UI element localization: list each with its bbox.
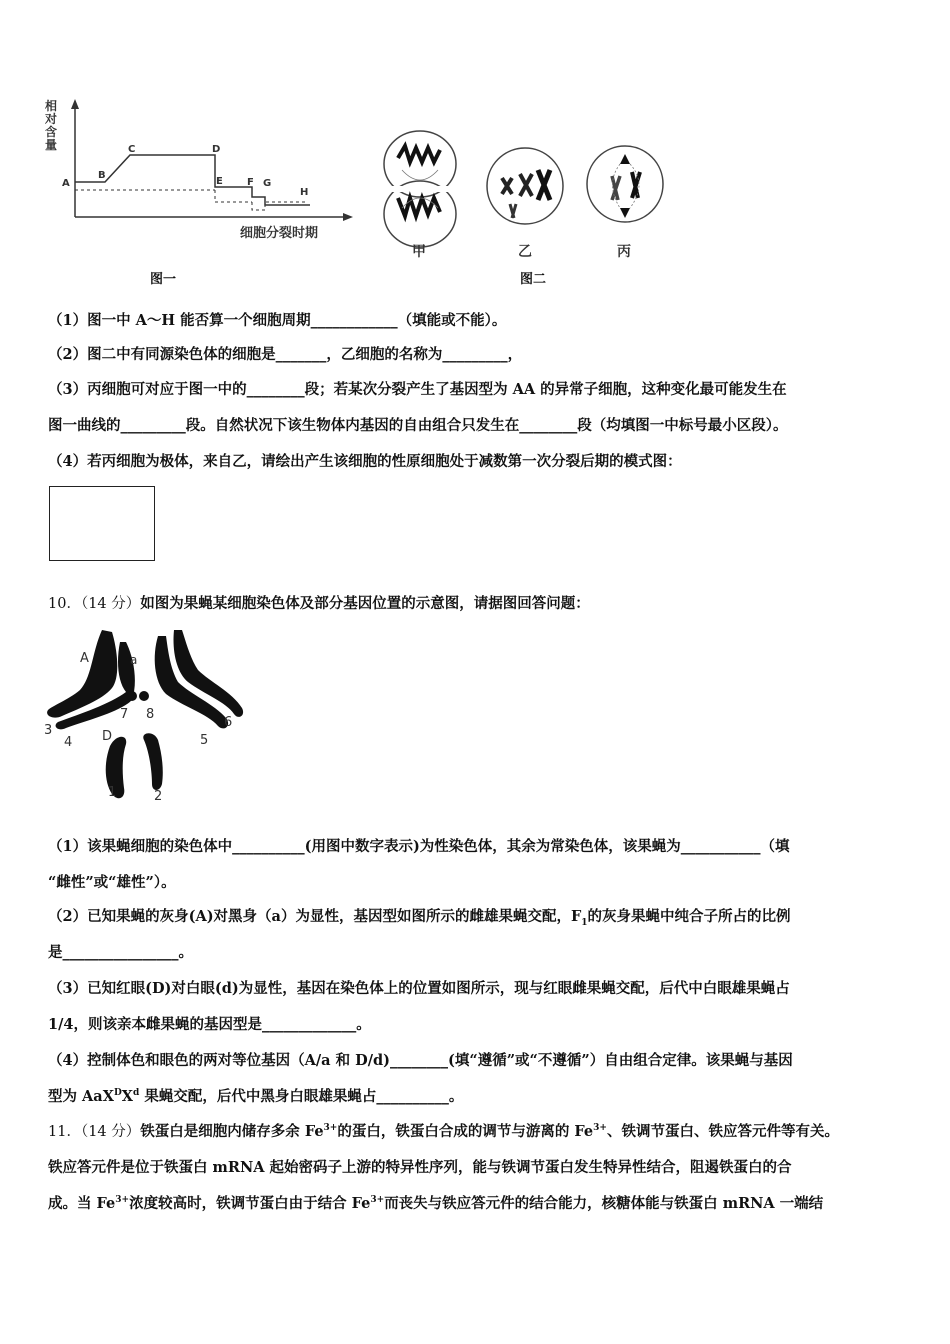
- q10-part2-sub: 1: [581, 917, 588, 928]
- q11-l3-text-a: 成。当 Fe: [48, 1195, 116, 1212]
- figure1-caption: 图一: [150, 272, 177, 287]
- q11-text-b: 的蛋白，铁蛋白合成的调节与游离的 Fe: [337, 1123, 594, 1140]
- q10-part4-sup1: D: [113, 1088, 122, 1099]
- q10-part4-text-b: X: [121, 1088, 134, 1105]
- q10-number: 10．: [48, 596, 81, 612]
- chromosome-number-7: 7: [120, 707, 129, 722]
- chromosome-number-3: 3: [44, 723, 53, 738]
- figure2-cells: [380, 128, 680, 268]
- q11-line2: 铁应答元件是位于铁蛋白 mRNA 起始密码子上游的特异性序列，能与铁调节蛋白发生特异性结合，阻遏铁蛋白的合: [48, 1159, 792, 1176]
- q10-part2-text-b: 的灰身果蝇中纯合子所占的比例: [587, 908, 791, 925]
- point-label-C: C: [128, 144, 136, 155]
- q9-part3-line2: 图一曲线的_________段。自然状况下该生物体内基因的自由组合只发生在________段（均填图一中标号最小区段）。: [48, 417, 788, 434]
- q10-score: （14 分）: [80, 596, 141, 612]
- q10-part3-line1: （3）已知红眼(D)对白眼(d)为显性，基因在染色体上的位置如图所示，现与红眼雌果蝇交配，后代中白眼雄果蝇占: [48, 980, 790, 997]
- q11-l3-text-b: 浓度较高时，铁调节蛋白由于结合 Fe: [129, 1195, 371, 1212]
- cell-jia: [384, 131, 456, 247]
- point-label-A: A: [62, 178, 70, 189]
- q10-part4-line2: [48, 1087, 463, 1107]
- q11-sup-3: 3+: [115, 1195, 130, 1206]
- q9-part3-line1: （3）丙细胞可对应于图一中的________段；若某次分裂产生了基因型为 AA 的异常子细胞，这种变化最可能发生在: [48, 381, 787, 398]
- q9-answer-drawing-box[interactable]: [49, 486, 155, 561]
- q11-sup-1: 3+: [323, 1123, 338, 1134]
- gene-label-D: D: [102, 729, 113, 744]
- y-axis-label-ch4: 量: [45, 138, 58, 152]
- y-axis-label-ch2: 对: [45, 112, 58, 126]
- chromosome-number-8: 8: [146, 707, 155, 722]
- q11-line3: [48, 1194, 823, 1214]
- point-label-B: B: [98, 170, 106, 181]
- chromosome-number-5: 5: [200, 733, 209, 748]
- dna-content-curve: [75, 155, 310, 205]
- cell-label-yi: 乙: [518, 244, 532, 260]
- gene-label-a: a: [130, 653, 138, 667]
- q10-part2-line2: 是________________。: [48, 944, 193, 961]
- y-axis-label-ch3: 含: [45, 125, 58, 139]
- q10-stem: 如图为果蝇某细胞染色体及部分基因位置的示意图，请据图回答问题：: [140, 595, 590, 612]
- fruitfly-chromosome-figure: [40, 622, 250, 807]
- q10-header: [48, 594, 590, 614]
- q10-part4-text-a: 型为 AaX: [48, 1088, 114, 1105]
- figure1-graph: [40, 95, 360, 245]
- q10-part3-line2: 1/4，则该亲本雌果蝇的基因型是_____________。: [48, 1016, 371, 1033]
- q11-l3-text-c: 而丧失与铁应答元件的结合能力，核糖体能与铁蛋白 mRNA 一端结: [384, 1195, 824, 1212]
- y-axis-label-ch1: 相: [45, 99, 58, 113]
- figure2-caption: 图二: [520, 272, 547, 287]
- q9-part2: （2）图二中有同源染色体的细胞是_______，乙细胞的名称为_________，: [48, 346, 523, 363]
- q11-text-a: 铁蛋白是细胞内储存多余 Fe: [140, 1123, 324, 1140]
- q11-sup-4: 3+: [370, 1195, 385, 1206]
- chromosome-number-6: 6: [224, 715, 233, 730]
- q11-score: （14 分）: [80, 1124, 141, 1140]
- chromosome-number-1: 1: [108, 785, 117, 800]
- chromosome-number-2: 2: [154, 789, 163, 804]
- q11-number: 11．: [48, 1124, 81, 1140]
- q10-part4-sup2: d: [133, 1088, 140, 1099]
- q10-part4-text-c: 果蝇交配，后代中黑身白眼雄果蝇占__________。: [139, 1088, 464, 1105]
- q9-part1: （1）图一中 A～H 能否算一个细胞周期____________（填能或不能）。: [48, 312, 507, 329]
- point-label-D: D: [212, 144, 221, 155]
- point-label-H: H: [300, 187, 309, 198]
- cell-label-jia: 甲: [412, 244, 426, 260]
- q10-part1-line2: “雌性”或“雄性”）。: [48, 874, 176, 891]
- q11-sup-2: 3+: [593, 1123, 607, 1134]
- gene-label-A: A: [80, 651, 89, 666]
- cell-yi: [487, 148, 563, 224]
- q10-part1-line1: （1）该果蝇细胞的染色体中__________(用图中数字表示)为性染色体，其余为常染色体，该果蝇为___________（填: [48, 838, 790, 855]
- point-label-E: E: [216, 176, 223, 187]
- chromosome-number-4: 4: [64, 735, 73, 750]
- x-axis-label: 细胞分裂时期: [240, 226, 319, 241]
- q10-part4-line1: （4）控制体色和眼色的两对等位基因（A/a 和 D/d)________(填“遵循”或“不遵循”）自由组合定律。该果蝇与基因: [48, 1052, 793, 1069]
- q9-part4: （4）若丙细胞为极体，来自乙，请绘出产生该细胞的性原细胞处于减数第一次分裂后期的模式图：: [48, 453, 682, 470]
- point-label-G: G: [263, 178, 272, 189]
- cell-label-bing: 丙: [617, 244, 631, 260]
- cell-bing: [587, 146, 663, 222]
- q10-part2-line1: [48, 907, 791, 927]
- q11-text-c: 、铁调节蛋白、铁应答元件等有关。: [606, 1123, 839, 1140]
- q11-line1: [48, 1122, 839, 1142]
- point-label-F: F: [247, 177, 254, 188]
- q10-part2-text-a: （2）已知果蝇的灰身(A)对黑身（a）为显性，基因型如图所示的雌雄果蝇交配，F: [48, 908, 582, 925]
